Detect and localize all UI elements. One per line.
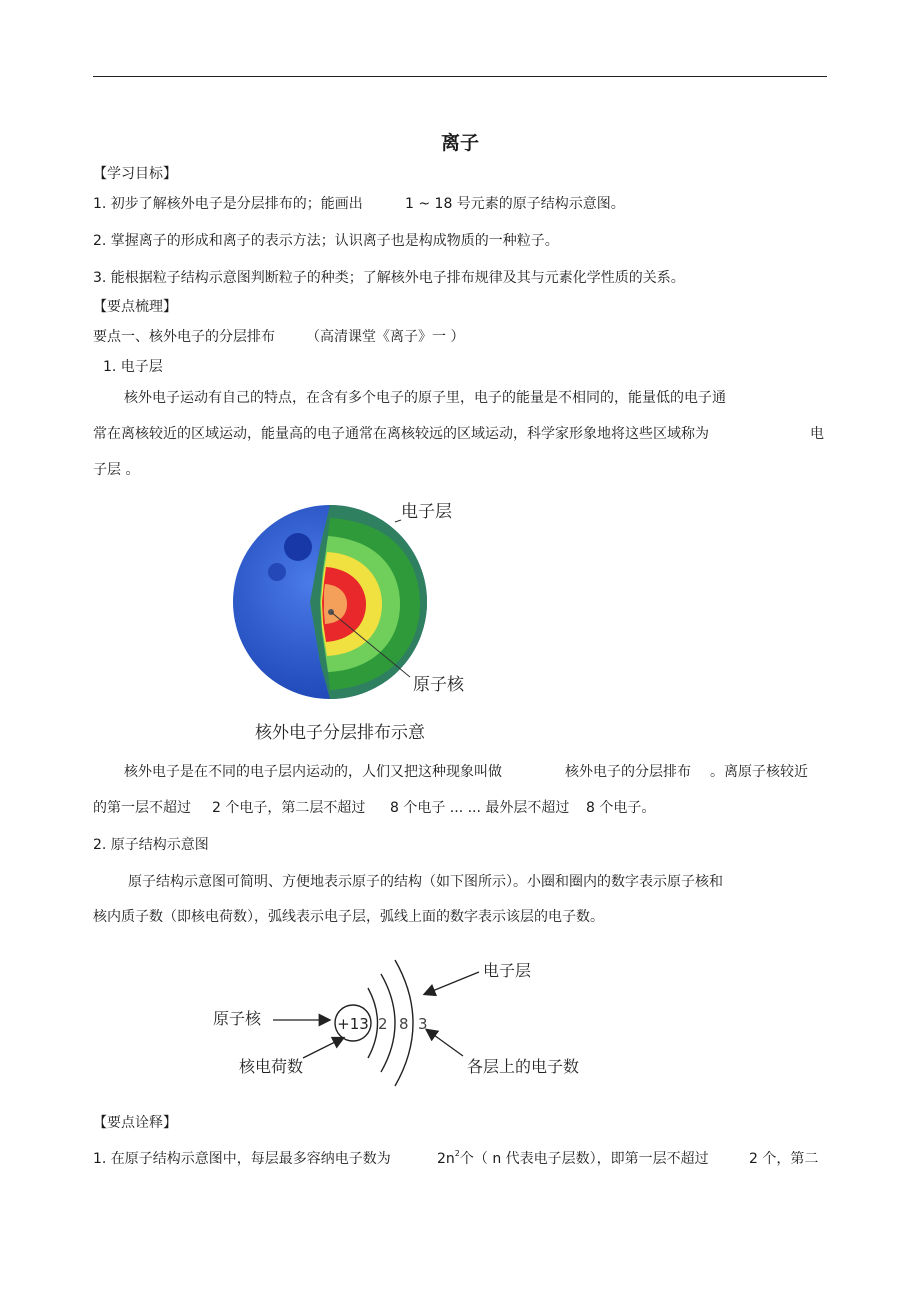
paragraph2-line1b: 核外电子的分层排布 — [565, 764, 691, 780]
paragraph2-line2b: 2 个电子，第二层不超过 — [212, 800, 366, 816]
objectives-heading: 【学习目标】 — [93, 166, 177, 182]
shell-2-count: 8 — [399, 1015, 409, 1033]
paragraph3-line2: 核内质子数（即核电荷数），弧线表示电子层，弧线上面的数字表示该层的电子数。 — [93, 909, 604, 925]
charge-arrow — [303, 1038, 343, 1058]
paragraph1-line2: 常在离核较近的区域运动，能量高的电子通常在离核较远的区域运动，科学家形象地将这些区域称为 — [93, 426, 709, 442]
explanation-1a: 1. 在原子结构示意图中，每层最多容纳电子数为 — [93, 1151, 391, 1167]
figure1-nucleus-label: 原子核 — [413, 675, 464, 695]
electron-shell-sphere-figure — [225, 492, 485, 747]
objective-1b: 1 ~ 18 号元素的原子结构示意图。 — [405, 196, 625, 212]
explanation-heading: 【要点诠释】 — [93, 1115, 177, 1131]
paragraph1-line3: 子层 。 — [93, 462, 140, 478]
paragraph2-line2c: 8 个电子 ... ... 最外层不超过 — [390, 800, 570, 816]
objective-1a: 1. 初步了解核外电子是分层排布的；能画出 — [93, 196, 363, 212]
figure2-shell-label: 电子层 — [483, 961, 532, 980]
shell-1-count: 2 — [378, 1015, 388, 1033]
paragraph1-line2-end: 电 — [810, 426, 824, 442]
nucleus-charge: +13 — [337, 1015, 369, 1033]
figure1-shell-label: 电子层 — [401, 502, 452, 522]
sub-heading-structure-diagram: 2. 原子结构示意图 — [93, 837, 209, 853]
figure2-charge-label: 核电荷数 — [239, 1057, 304, 1076]
paragraph1-line1: 核外电子运动有自己的特点，在含有多个电子的原子里，电子的能量是不相同的，能量低的电子通 — [124, 390, 726, 406]
explanation-1c: 个（ n 代表电子层数），即第一层不超过 — [459, 1151, 709, 1167]
count-arrow — [427, 1030, 463, 1056]
page-title: 离子 — [440, 132, 479, 154]
point1-heading: 要点一、核外电子的分层排布 — [93, 329, 275, 345]
shell-arrow — [425, 972, 479, 994]
explanation-1d: 2 个，第二 — [749, 1151, 819, 1167]
paragraph3-line1: 原子结构示意图可简明、方便地表示原子的结构（如下图所示）。小圈和圈内的数字表示原子核和 — [128, 874, 723, 890]
figure2-count-label: 各层上的电子数 — [467, 1057, 580, 1076]
header-rule — [93, 76, 827, 77]
explanation-formula — [437, 1150, 709, 1170]
point1-source: （高清课堂《离子》一 ） — [306, 329, 465, 345]
formula-base: 2n — [437, 1151, 455, 1167]
dark-spot — [268, 563, 286, 581]
paragraph2-line2d: 8 个电子。 — [586, 800, 656, 816]
figure1-caption: 核外电子分层排布示意 — [255, 723, 425, 743]
objective-2: 2. 掌握离子的形成和离子的表示方法；认识离子也是构成物质的一种粒子。 — [93, 233, 559, 249]
key-points-heading: 【要点梳理】 — [93, 299, 177, 315]
objective-3: 3. 能根据粒子结构示意图判断粒子的种类；了解核外电子排布规律及其与元素化学性质的关系。 — [93, 270, 685, 286]
shell-3-count: 3 — [418, 1015, 428, 1033]
paragraph2-line2a: 的第一层不超过 — [93, 800, 191, 816]
formula-exponent: 2 — [454, 1149, 460, 1158]
figure2-nucleus-label: 原子核 — [213, 1009, 262, 1028]
paragraph2-line1c: 。离原子核较近 — [710, 764, 808, 780]
atomic-structure-diagram — [205, 950, 605, 1090]
sub-heading-electron-shell: 1. 电子层 — [103, 359, 163, 375]
paragraph2-line1a: 核外电子是在不同的电子层内运动的，人们又把这种现象叫做 — [124, 764, 502, 780]
dark-spot — [284, 533, 312, 561]
